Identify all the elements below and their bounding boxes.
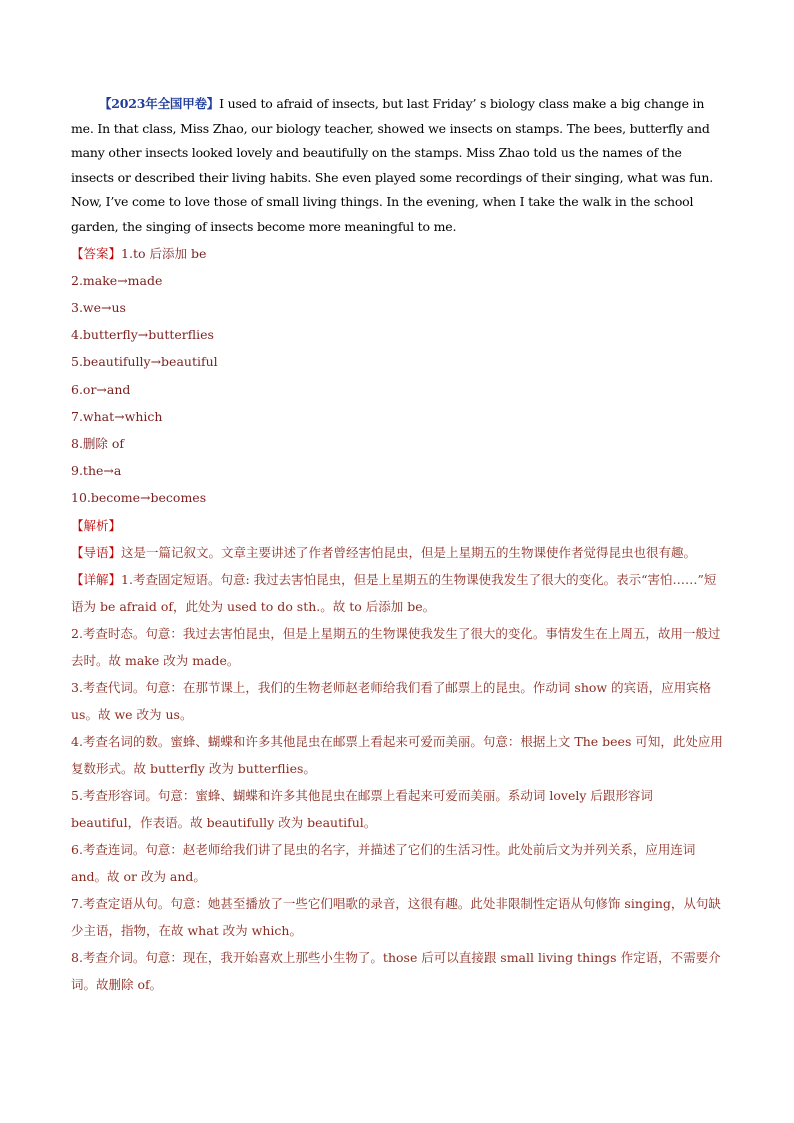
question-paragraph — [71, 92, 725, 240]
answer-section — [71, 240, 725, 512]
answer-item: 1.to 后添加 be — [121, 245, 207, 261]
guide-tag: 【导语】 — [71, 544, 122, 560]
detail-paragraph: 7.考查定语从句。句意：她甚至播放了一些它们唱歌的录音，这很有趣。此处非限制性定语从句修饰 singing，从句缺少主语，指物，在故 what 改为 which。 — [71, 895, 721, 938]
answer-item: 5.beautifully→beautiful — [71, 354, 218, 370]
analysis-tag: 【解析】 — [71, 517, 122, 533]
answer-item: 10.become→becomes — [71, 490, 207, 506]
analysis-heading — [71, 512, 725, 539]
answer-item: 4.butterfly→butterflies — [71, 327, 214, 343]
answer-item: 7.what→which — [71, 408, 163, 424]
detail-paragraph: 2.考查时态。句意：我过去害怕昆虫，但是上星期五的生物课使我发生了很大的变化。事情发生在上周五，故用一般过去时。故 make 改为 made。 — [71, 625, 721, 668]
detail-paragraph: 4.考查名词的数。蜜蜂、蝴蝶和许多其他昆虫在邮票上看起来可爱而美丽。句意：根据上文 The bees 可知，此处应用复数形式。故 butterfly 改为 butterflies。 — [71, 733, 723, 776]
guide-text: 这是一篇记叙文。文章主要讲述了作者曾经害怕昆虫，但是上星期五的生物课使作者觉得昆虫也很有趣。 — [121, 544, 697, 560]
answer-item: 9.the→a — [71, 463, 122, 479]
detail-tag: 【详解】 — [71, 571, 122, 587]
detail-paragraph: 3.考查代词。句意：在那节课上，我们的生物老师赵老师给我们看了邮票上的昆虫。作动词 show 的宾语，应用宾格 us。故 we 改为 us。 — [71, 679, 712, 722]
detail-paragraph: 5.考查形容词。句意：蜜蜂、蝴蝶和许多其他昆虫在邮票上看起来可爱而美丽。系动词 lovely 后跟形容词 beautiful，作表语。故 beautifully 改为 beautiful。 — [71, 787, 653, 830]
detail-paragraph — [71, 566, 725, 620]
question-source-tag: 【2023年全国甲卷】 — [99, 96, 220, 111]
answer-tag: 【答案】 — [71, 245, 122, 261]
analysis-section — [71, 512, 725, 998]
answer-item: 3.we→us — [71, 299, 126, 315]
answer-line-1 — [71, 240, 725, 267]
detail-paragraph: 8.考查介词。句意：现在，我开始喜欢上那些小生物了。those 后可以直接跟 small living things 作定语，不需要介词。故删除 of。 — [71, 949, 721, 992]
answer-item: 8.删除 of — [71, 435, 125, 451]
answer-item: 2.make→made — [71, 272, 163, 288]
question-text: I used to afraid of insects, but last Friday’ s biology class make a big change in me. In that class, Miss Zhao, our biology teacher, showed we insects on stamps. The bees, butterfly and many other insects looked lovely and beautifully on the stamps. Miss Zhao told us the names of the insects or described their living habits. She even played some recordings of their singing, what was fun. Now, I’ve come to love those of small living things. In the evening, when I take the walk in the school garden, the singing of insects become more meaningful to me. — [71, 96, 713, 234]
guide-paragraph — [71, 539, 725, 566]
document-page — [71, 92, 725, 998]
detail-text: 1.考查固定短语。句意: 我过去害怕昆虫，但是上星期五的生物课使我发生了很大的变化。表示“害怕……”短语为 be afraid of，此处为 used to do sth.。故 to 后添加 be。 — [71, 571, 717, 614]
detail-paragraph: 6.考查连词。句意：赵老师给我们讲了昆虫的名字，并描述了它们的生活习性。此处前后文为并列关系，应用连词 and。故 or 改为 and。 — [71, 841, 696, 884]
answer-item: 6.or→and — [71, 381, 131, 397]
